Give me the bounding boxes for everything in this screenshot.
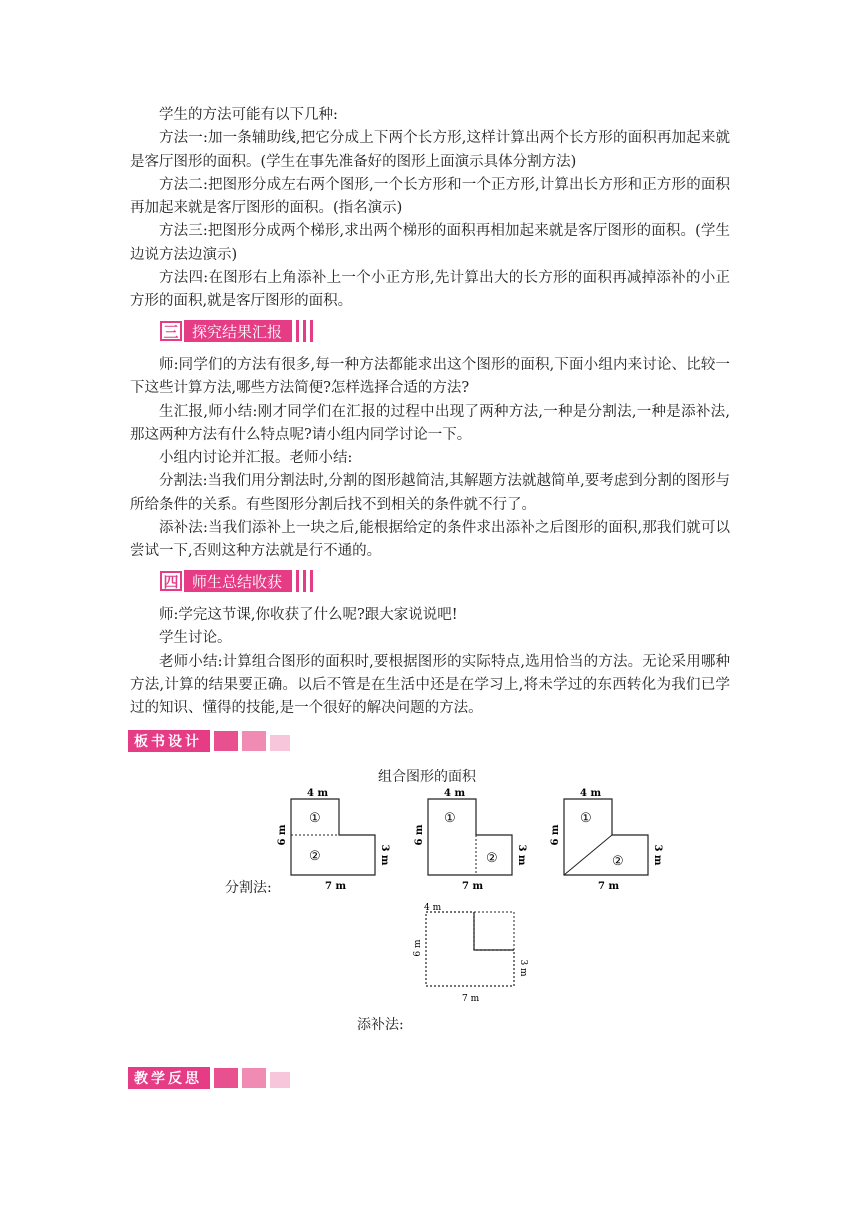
method-four: 方法四:在图形右上角添补上一个小正方形,先计算出大的长方形的面积再减掉添补的小正方形的面积,就是客厅图形的面积。 (130, 270, 730, 310)
dim-bottom-label: 7 m (325, 881, 347, 892)
section-3-number: 三 (160, 321, 182, 341)
dim-left-label: 6 m (277, 824, 288, 846)
decor-stripe (296, 320, 299, 342)
decor-stripe (310, 320, 313, 342)
section-4-number: 四 (160, 571, 182, 591)
fill-diagram (410, 898, 528, 1008)
split-method-label: 分割法: (225, 880, 272, 896)
dim-top-label: 4 m (307, 788, 329, 799)
section-3-title: 探究结果汇报 (184, 320, 292, 342)
dim-left-label: 6 m (414, 824, 425, 846)
section-4-text (130, 604, 730, 720)
method-three: 方法三:把图形分成两个梯形,求出两个梯形的面积再相加起来就是客厅图形的面积。(学生边说方法边演示) (130, 223, 730, 263)
part-2-label: ② (486, 851, 498, 866)
section-3-para-2: 生汇报,师小结:刚才同学们在汇报的过程中出现了两种方法,一种是分割法,一种是添补法,那这两种方法有什么特点呢?请小组内同学讨论一下。 (130, 403, 730, 443)
intro-para-1: 学生的方法可能有以下几种: (159, 107, 338, 123)
part-1-label: ① (580, 811, 592, 826)
dim-bottom-label: 7 m (462, 994, 480, 1004)
dim-right-label: 3 m (379, 844, 390, 866)
part-1-label: ① (444, 811, 456, 826)
board-design-header (128, 730, 290, 752)
fill-method-label: 添补法: (357, 1017, 404, 1033)
method-one: 方法一:加一条辅助线,把它分成上下两个长方形,这样计算出两个长方形的面积再加起来就是客厅图形的面积。(学生在事先准备好的图形上面演示具体分割方法) (130, 130, 730, 170)
section-3-text (130, 354, 730, 564)
board-title: 组合图形的面积 (378, 769, 476, 785)
split-diagram-vertical (412, 785, 527, 895)
dim-left-label: 6 m (413, 939, 423, 957)
section-4-para-1: 师:学完这节课,你收获了什么呢?跟大家说说吧! (159, 607, 458, 623)
section-3-para-5: 添补法:当我们添补上一块之后,能根据给定的条件求出添补之后图形的面积,那我们就可以尝试一下,否则这种方法就是行不通的。 (130, 520, 730, 560)
decor-square (242, 731, 266, 751)
decor-stripe (310, 570, 313, 592)
decor-stripe (303, 570, 306, 592)
section-4-para-2: 学生讨论。 (159, 630, 232, 647)
split-diagram-trapezoid (548, 785, 663, 895)
decor-square (214, 731, 238, 751)
board-design-title: 板书设计 (128, 730, 210, 752)
decor-stripe (296, 570, 299, 592)
teaching-reflection-title: 教学反思 (128, 1067, 210, 1089)
decor-square (270, 735, 290, 751)
decor-square (214, 1068, 238, 1088)
dim-top-label: 4 m (444, 788, 466, 799)
section-3-para-3: 小组内讨论并汇报。老师小结: (159, 450, 353, 467)
dim-right-label: 3 m (652, 844, 663, 866)
teaching-reflection-header (128, 1067, 290, 1089)
dim-right-label: 3 m (516, 844, 527, 866)
section-4-para-3: 老师小结:计算组合图形的面积时,要根据图形的实际特点,选用恰当的方法。无论采用哪种方法,计算的结果要正确。以后不管是在生活中还是在学习上,将未学过的东西转化为我们已学过的知识、懂得的技能,是一个很好的解决问题的方法。 (130, 653, 730, 717)
decor-square (242, 1068, 266, 1088)
decor-square (270, 1072, 290, 1088)
dim-bottom-label: 7 m (462, 881, 484, 892)
intro-text (130, 104, 730, 314)
dim-right-label: 3 m (518, 959, 528, 977)
dim-left-label: 6 m (550, 824, 561, 846)
section-3-header (160, 320, 313, 342)
part-1-label: ① (309, 811, 321, 826)
method-two: 方法二:把图形分成左右两个图形,一个长方形和一个正方形,计算出长方形和正方形的面积再加起来就是客厅图形的面积。(指名演示) (130, 176, 730, 217)
section-3-para-1: 师:同学们的方法有很多,每一种方法都能求出这个图形的面积,下面小组内来讨论、比较一下这些计算方法,哪些方法简便?怎样选择合适的方法? (130, 357, 730, 397)
dim-top-label: 4 m (580, 788, 602, 799)
section-4-header (160, 570, 313, 592)
part-2-label: ② (309, 849, 321, 864)
decor-stripe (303, 320, 306, 342)
part-2-label: ② (612, 854, 624, 869)
dim-top-label: 4 m (424, 903, 442, 913)
section-4-title: 师生总结收获 (184, 570, 292, 592)
split-diagram-horizontal (275, 785, 390, 895)
dim-bottom-label: 7 m (598, 881, 620, 892)
section-3-para-4: 分割法:当我们用分割法时,分割的图形越简洁,其解题方法就越简单,要考虑到分割的图形与所给条件的关系。有些图形分割后找不到相关的条件就不行了。 (130, 473, 730, 513)
